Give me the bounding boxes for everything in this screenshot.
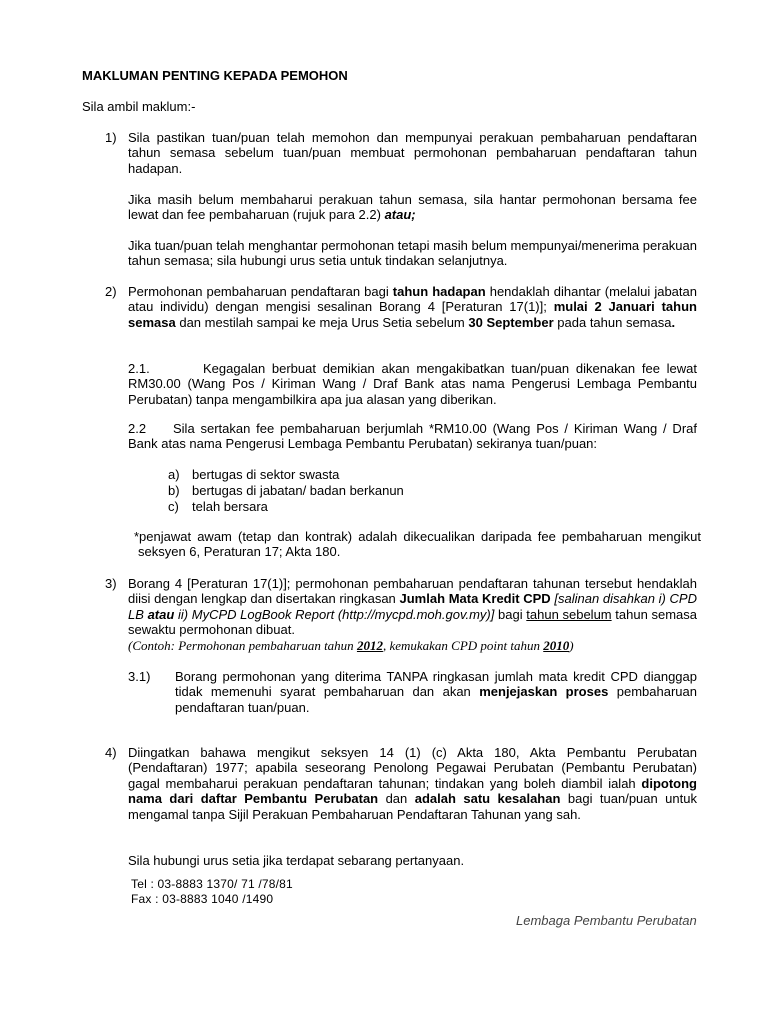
- section-1-paragraph-2: Jika masih belum membaharui perakuan tahun semasa, sila hantar permohonan bersama fee lewat dan fee pembaharuan (rujuk para 2.2) atau;: [128, 192, 697, 223]
- document-title: MAKLUMAN PENTING KEPADA PEMOHON: [82, 68, 348, 83]
- para-3-1-number: 3.1): [128, 669, 151, 684]
- telephone-number: Tel : 03-8883 1370/ 71 /78/81: [131, 877, 293, 891]
- section-2-number: 2): [105, 284, 117, 299]
- section-3-number: 3): [105, 576, 117, 591]
- list-item: b) bertugas di jabatan/ badan berkanun: [168, 483, 404, 498]
- intro-text: Sila ambil maklum:-: [82, 99, 196, 114]
- section-4-number: 4): [105, 745, 117, 760]
- para-2-1-text: Kegagalan berbuat demikian akan mengakibatkan tuan/puan dikenakan fee lewat RM30.00 (Wang Pos / Kiriman Wang / Draf Bank atas nama Pengerusi Lembaga Pembantu Perubatan) tanpa mengambilkira apa jua alasan yang diberikan.: [128, 361, 697, 407]
- exemption-note: *penjawat awam (tetap dan kontrak) adalah dikecualikan daripada fee pembaharuan mengikut seksyen 6, Peraturan 17; Akta 180.: [134, 529, 701, 560]
- section-1-paragraph-3: Jika tuan/puan telah menghantar permohonan tetapi masih belum mempunyai/menerima perakuan tahun semasa; sila hubungi urus setia untuk tindakan selanjutnya.: [128, 238, 697, 269]
- section-1-number: 1): [105, 130, 117, 145]
- section-3-paragraph: Borang 4 [Peraturan 17(1)]; permohonan pembaharuan pendaftaran tahunan tersebut hendaklah diisi dengan lengkap dan disertakan ringkasan Jumlah Mata Kredit CPD [salinan disahkan i) CPD LB atau ii) MyCPD LogBook Report (http://mycpd.moh.gov.my)] bagi tahun sebelum tahun semasa sewaktu permohonan dibuat.: [128, 576, 698, 638]
- para-2-2-text: Sila sertakan fee pembaharuan berjumlah *RM10.00 (Wang Pos / Kiriman Wang / Draf Bank atas nama Pengerusi Lembaga Pembantu Perubatan) sekiranya tuan/puan:: [128, 421, 697, 452]
- signature-organization: Lembaga Pembantu Perubatan: [516, 913, 697, 928]
- list-item: c) telah bersara: [168, 499, 268, 514]
- list-item: a) bertugas di sektor swasta: [168, 467, 340, 482]
- para-2-2-number: 2.2: [128, 421, 147, 436]
- contact-instruction: Sila hubungi urus setia jika terdapat sebarang pertanyaan.: [128, 853, 465, 868]
- para-2-1-number: 2.1.: [128, 361, 150, 376]
- fax-number: Fax : 03-8883 1040 /1490: [131, 892, 274, 906]
- cpd-example: (Contoh: Permohonan pembaharuan tahun 2012, kemukakan CPD point tahun 2010): [128, 638, 574, 653]
- para-3-1-text: Borang permohonan yang diterima TANPA ringkasan jumlah mata kredit CPD dianggap tidak memenuhi syarat pembaharuan dan akan menjejaskan proses pembaharuan pendaftaran tuan/puan.: [175, 669, 697, 715]
- section-1-paragraph-1: Sila pastikan tuan/puan telah memohon dan mempunyai perakuan pembaharuan pendaftaran tahun semasa sebelum tuan/puan membuat permohonan pembaharuan pendaftaran tahun hadapan.: [128, 130, 697, 176]
- section-2-paragraph: Permohonan pembaharuan pendaftaran bagi tahun hadapan hendaklah dihantar (melalui jabatan atau individu) dengan mengisi sesalinan Borang 4 [Peraturan 17(1)]; mulai 2 Januari tahun semasa dan mestilah sampai ke meja Urus Setia sebelum 30 September pada tahun semasa.: [128, 284, 697, 330]
- section-4-paragraph: Diingatkan bahawa mengikut seksyen 14 (1) (c) Akta 180, Akta Pembantu Perubatan (Pendaftaran) 1977; apabila seseorang Penolong Pegawai Perubatan (Pembantu Perubatan) gagal membaharui perakuan pendaftaran tahunan; tindakan yang boleh diambil ialah dipotong nama dari daftar Pembantu Perubatan dan adalah satu kesalahan bagi tuan/puan untuk mengamal tanpa Sijil Perakuan Pembaharuan Pendaftaran Tahunan yang sah.: [128, 745, 697, 822]
